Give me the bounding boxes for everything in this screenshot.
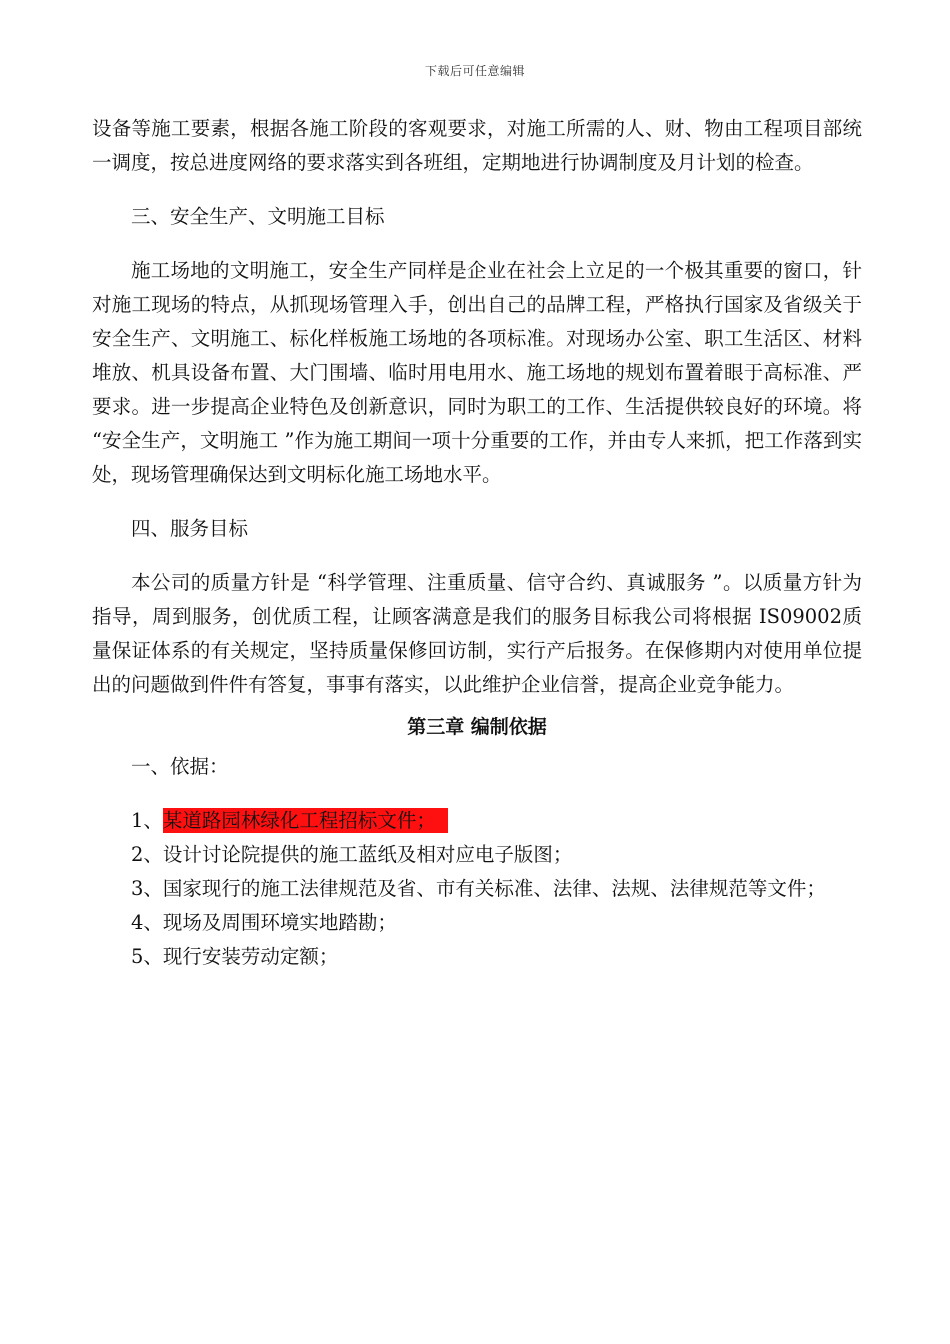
list-item-number: 1、 [131, 809, 163, 832]
section-heading-safety: 三、安全生产、文明施工目标 [131, 205, 385, 228]
list-item-4 [92, 906, 862, 940]
chapter-title: 第三章 编制依据 [407, 716, 547, 738]
list-item-number: 2、 [131, 843, 163, 866]
page-header: 下载后可任意编辑 [424, 64, 525, 78]
list-item-text: 国家现行的施工法律规范及省、市有关标准、法律、法规、法律规范等文件； [162, 877, 826, 900]
basis-heading: 一、依据： [131, 755, 229, 778]
paragraph-continuation: 设备等施工要素，根据各施工阶段的客观要求，对施工所需的人、财、物由工程项目部统一调度，按总进度网络的要求落实到各班组，定期地进行协调制度及月计划的检查。 [92, 117, 862, 174]
highlighted-text: 某道路园林绿化工程招标文件； [163, 808, 448, 833]
list-item-number: 4、 [131, 911, 163, 934]
paragraph-service: 本公司的质量方针是 “科学管理、注重质量、信守合约、真诚服务 ”。以质量方针为指导，周到服务，创优质工程，让顾客满意是我们的服务目标我公司将根据 IS09002质量保证体系的有关规定，坚持质量保修回访制，实行产后报务。在保修期内对使用单位提出的问题做到件件有答复，事事有落实，以此维护企业信誉，提高企业竞争能力。 [92, 571, 862, 696]
list-item-text: 现场及周围环境实地踏勘； [162, 911, 397, 934]
list-item-3 [92, 872, 862, 906]
list-item-5 [92, 940, 862, 974]
document-body [92, 112, 862, 974]
paragraph-safety: 施工场地的文明施工，安全生产同样是企业在社会上立足的一个极其重要的窗口，针对施工现场的特点，从抓现场管理入手，创出自己的品牌工程，严格执行国家及省级关于安全生产、文明施工、标化样板施工场地的各项标准。对现场办公室、职工生活区、材料堆放、机具设备布置、大门围墙、临时用电用水、施工场地的规划布置着眼于高标准、严要求。进一步提高企业特色及创新意识，同时为职工的工作、生活提供较良好的环境。将 “安全生产，文明施工 ”作为施工期间一项十分重要的工作，并由专人来抓，把工作落到实处，现场管理确保达到文明标化施工场地水平。 [92, 259, 862, 486]
list-item-number: 3、 [131, 877, 163, 900]
list-item-text: 设计讨论院提供的施工蓝纸及相对应电子版图； [162, 843, 573, 866]
list-item-1 [92, 804, 862, 838]
list-item-number: 5、 [131, 945, 163, 968]
list-item-text: 现行安装劳动定额； [162, 945, 339, 968]
section-heading-service: 四、服务目标 [131, 517, 249, 540]
list-item-2 [92, 838, 862, 872]
